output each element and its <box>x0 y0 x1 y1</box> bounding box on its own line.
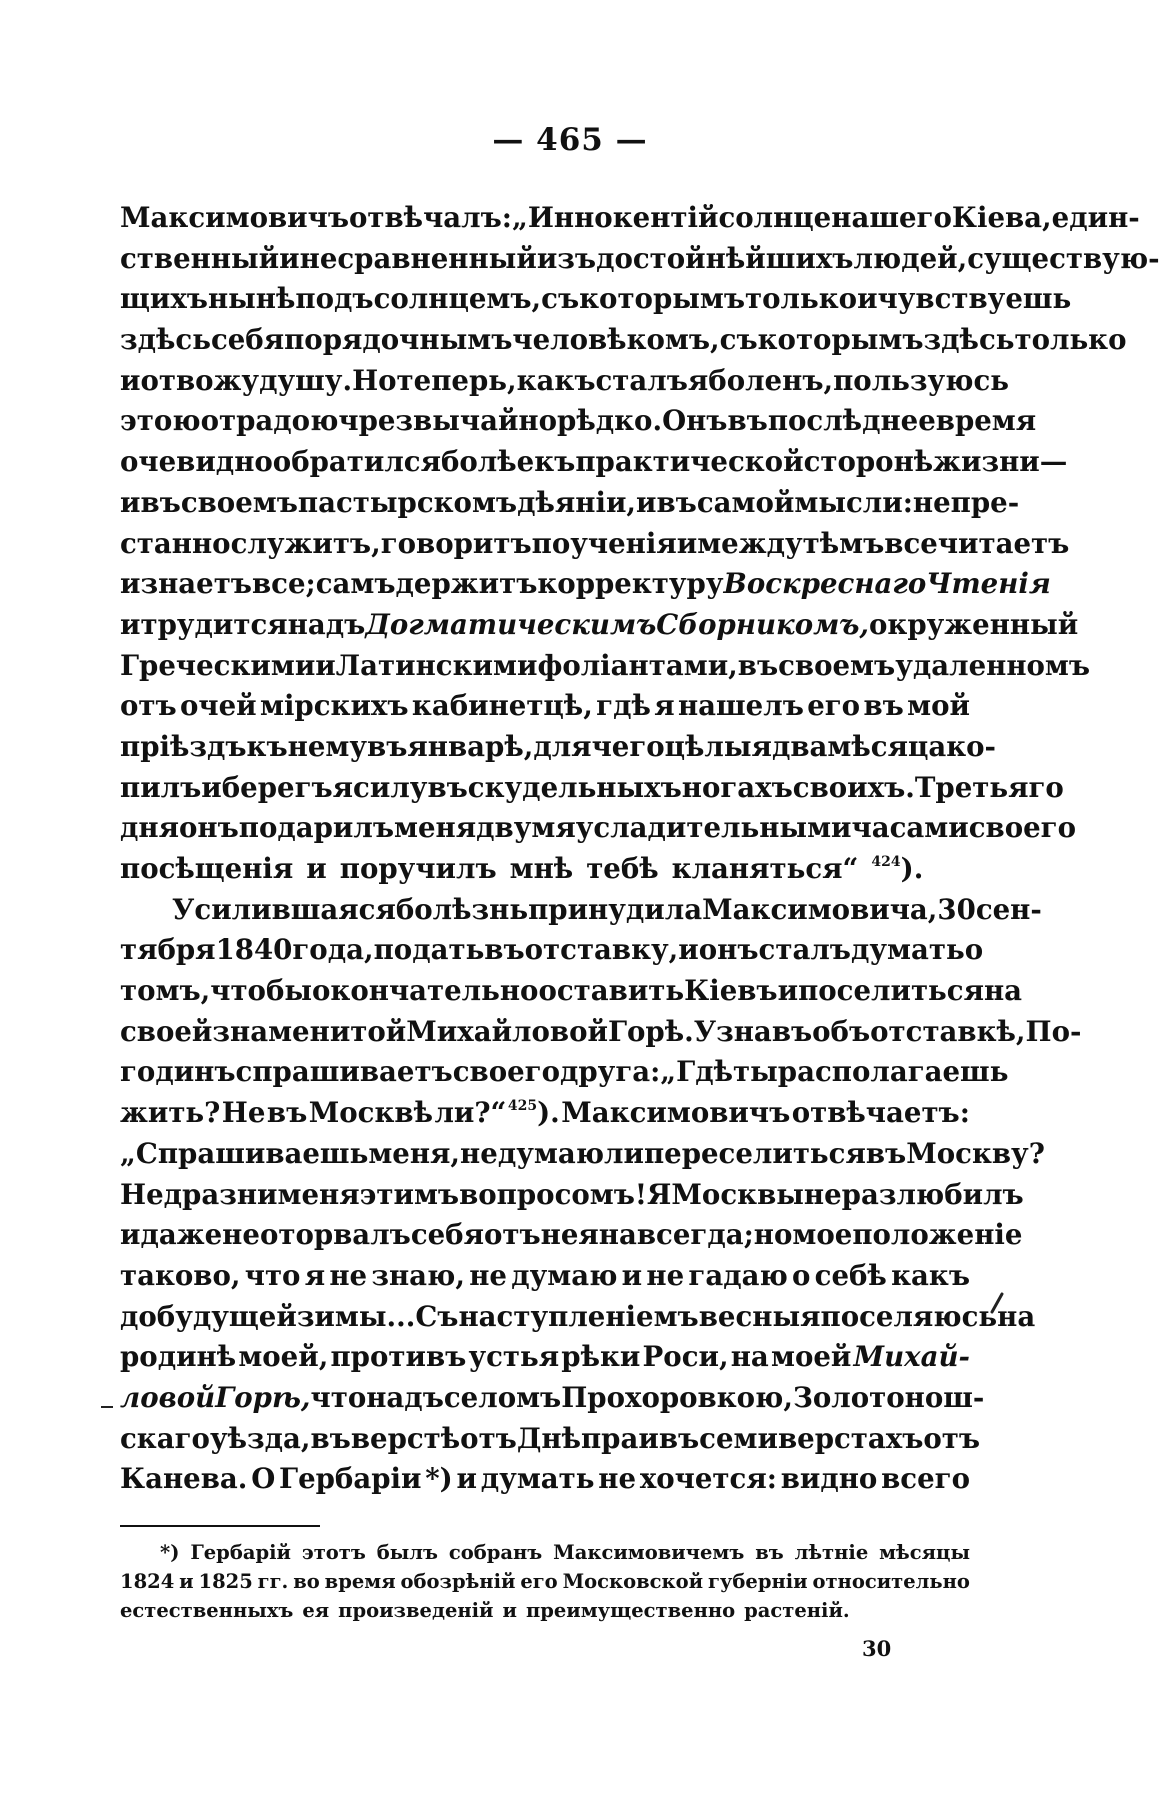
text-line: тября 1840 года, подать въ отставку, и онъ сталъ думать о <box>120 933 984 967</box>
printer-signature-mark: 30 <box>862 1636 892 1661</box>
margin-dash-mark <box>101 1406 113 1408</box>
text-line: очевидно обратился болѣе къ практической сторонѣ жизни— <box>120 445 1068 479</box>
text-line: Усилившаяся болѣзнь принудила Максимовича, 30 сен- <box>172 892 1042 926</box>
pen-stroke-mark <box>986 1292 1006 1318</box>
text-line: и отвожу душу. Но теперь, какъ сталъ я боленъ, пользуюсь <box>120 363 1009 397</box>
text-line: этою отрадою чрезвычайно рѣдко. Онъ въ послѣднее время <box>120 404 1037 438</box>
text-line: и даже не оторвалъ себя отъ нея навсегда; но мое положеніе <box>120 1218 1023 1252</box>
text-line: таково, что я не знаю, не думаю и не гадаю о себѣ какъ <box>120 1258 970 1292</box>
text-line: станно служитъ, говоритъ поученія и между тѣмъ все читаетъ <box>120 526 1070 560</box>
text-line: посѣщенія и поручилъ мнѣ тебѣ кланяться“ $^{424}$). <box>120 852 924 885</box>
text-line: и въ своемъ пастырскомъ дѣяніи, и въ самой мысли: непре- <box>120 485 1020 519</box>
text-line: Не дразни меня этимъ вопросомъ! Я Москвы не разлюбилъ <box>120 1177 1024 1211</box>
footnote-line: естественныхъ ея произведеній и преимущественно растеній. <box>120 1599 850 1622</box>
text-line: и трудится надъ Догматическимъ Сборникомъ, окруженный <box>120 607 1079 641</box>
text-line: жить? Не въ Москвѣ ли?“ $^{425}$). Максимовичъ отвѣчаетъ: <box>120 1096 970 1130</box>
text-line: до будущей зимы... Съ наступленіемъ весны я поселяюсь на <box>120 1299 1036 1333</box>
text-line: своей знаменитой Михайловой Горѣ. Узнавъ объ отставкѣ, По- <box>120 1014 1082 1048</box>
text-line: дня онъ подарилъ меня двумя усладительными часами своего <box>120 811 1076 845</box>
text-line: Греческими и Латинскими фоліантами, въ своемъ удаленномъ <box>120 648 1091 682</box>
text-line: пріѣздъ къ нему въ январѣ, для чего цѣлыя два мѣсяца ко- <box>120 729 997 763</box>
page-number: — 465 — <box>492 122 648 158</box>
text-line: ственный и несравненный изъ достойнѣйшихъ людей, существую- <box>120 241 1160 275</box>
footnote <box>120 1538 970 1625</box>
text-line: родинѣ моей, противъ устья рѣки Роси, на моей Михай- <box>120 1340 970 1374</box>
text-line: Канева. О Гербаріи *) и думать не хочется: видно всего <box>120 1462 970 1496</box>
text-line: „Спрашиваешь меня, не думаю ли переселиться въ Москву? <box>120 1136 1045 1170</box>
footnote-separator <box>120 1525 320 1527</box>
text-line: ловой Горѣ, что надъ селомъ Прохоровкою, Золотонош- <box>120 1380 985 1414</box>
text-line: скаго уѣзда, въ верстѣ отъ Днѣпра и въ семи верстахъ отъ <box>120 1421 981 1455</box>
footnote-line: 1824 и 1825 гг. во время обозрѣній его Московской губерніи относительно <box>120 1570 970 1593</box>
text-line: и знаетъ все; самъ держитъ корректуру Воскреснаго Чтенія <box>120 567 1051 601</box>
text-line: Максимовичъ отвѣчалъ: „Иннокентій солнце нашего Кіева, един- <box>120 201 1140 234</box>
text-line: здѣсь себя порядочнымъ человѣкомъ, съ которымъ здѣсь только <box>120 323 1127 357</box>
text-line: годинъ спрашиваетъ своего друга: „Гдѣ ты располагаешь <box>120 1055 1009 1089</box>
main-text <box>120 198 1160 1500</box>
text-line: пилъ и берегъ я силу въ скудельныхъ ногахъ своихъ. Третьяго <box>120 770 1064 804</box>
text-line: отъ очей мірскихъ кабинетцѣ, гдѣ я нашелъ его въ мой <box>120 689 970 723</box>
footnote-line: *) Гербарій этотъ былъ собранъ Максимовичемъ въ лѣтніе мѣсяцы <box>160 1541 970 1564</box>
text-line: щихъ нынѣ подъ солнцемъ, съ которымъ только и чувствуешь <box>120 282 1072 316</box>
text-line: томъ, чтобы окончательно оставить Кіевъ и поселиться на <box>120 974 1023 1008</box>
